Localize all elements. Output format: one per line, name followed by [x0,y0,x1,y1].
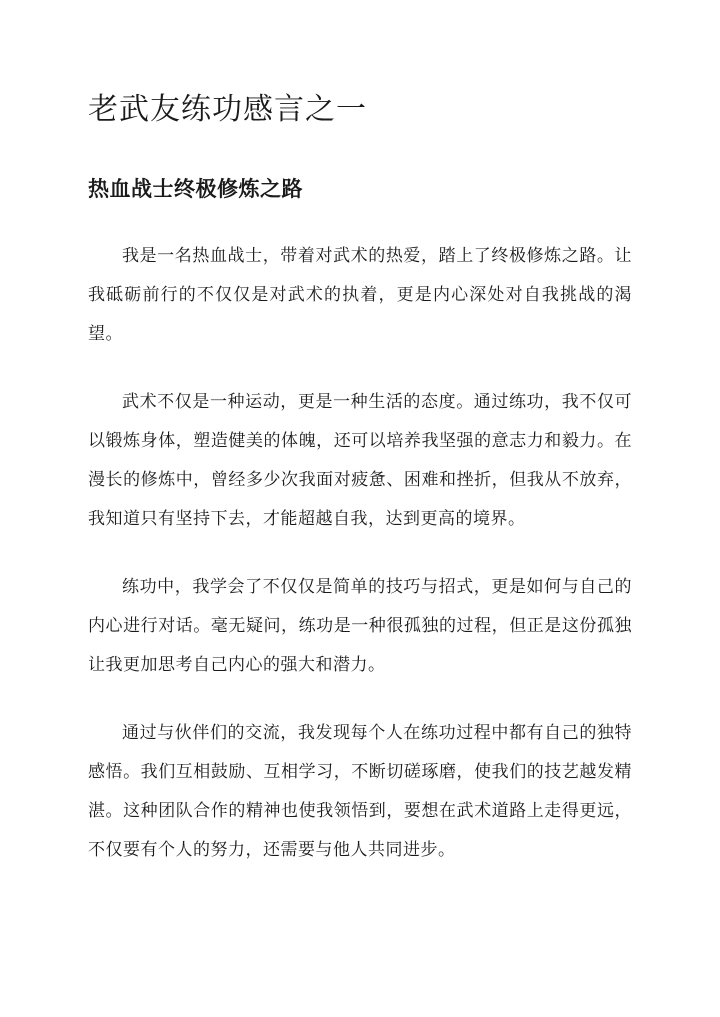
paragraph-1: 我是一名热血战士，带着对武术的热爱，踏上了终极修炼之路。让我砥砺前行的不仅仅是对武术的执着，更是内心深处对自我挑战的渴望。 [88,246,632,344]
body-text [88,237,632,899]
paragraph-3: 练功中，我学会了不仅仅是简单的技巧与招式，更是如何与自己的内心进行对话。毫无疑问，练功是一种很孤独的过程，但正是这份孤独让我更加思考自己内心的强大和潜力。 [88,577,632,675]
paragraph-2: 武术不仅是一种运动，更是一种生活的态度。通过练功，我不仅可以锻炼身体，塑造健美的体魄，还可以培养我坚强的意志力和毅力。在漫长的修炼中，曾经多少次我面对疲惫、困难和挫折，但我从不放弃，我知道只有坚持下去，才能超越自我，达到更高的境界。 [88,392,632,529]
page-subtitle: 热血战士终极修炼之路 [88,176,303,201]
paragraph-4: 通过与伙伴们的交流，我发现每个人在练功过程中都有自己的独特感悟。我们互相鼓励、互相学习，不断切磋琢磨，使我们的技艺越发精湛。这种团队合作的精神也使我领悟到，要想在武术道路上走得更远，不仅要有个人的努力，还需要与他人共同进步。 [88,723,632,860]
page-title: 老武友练功感言之一 [88,92,367,127]
